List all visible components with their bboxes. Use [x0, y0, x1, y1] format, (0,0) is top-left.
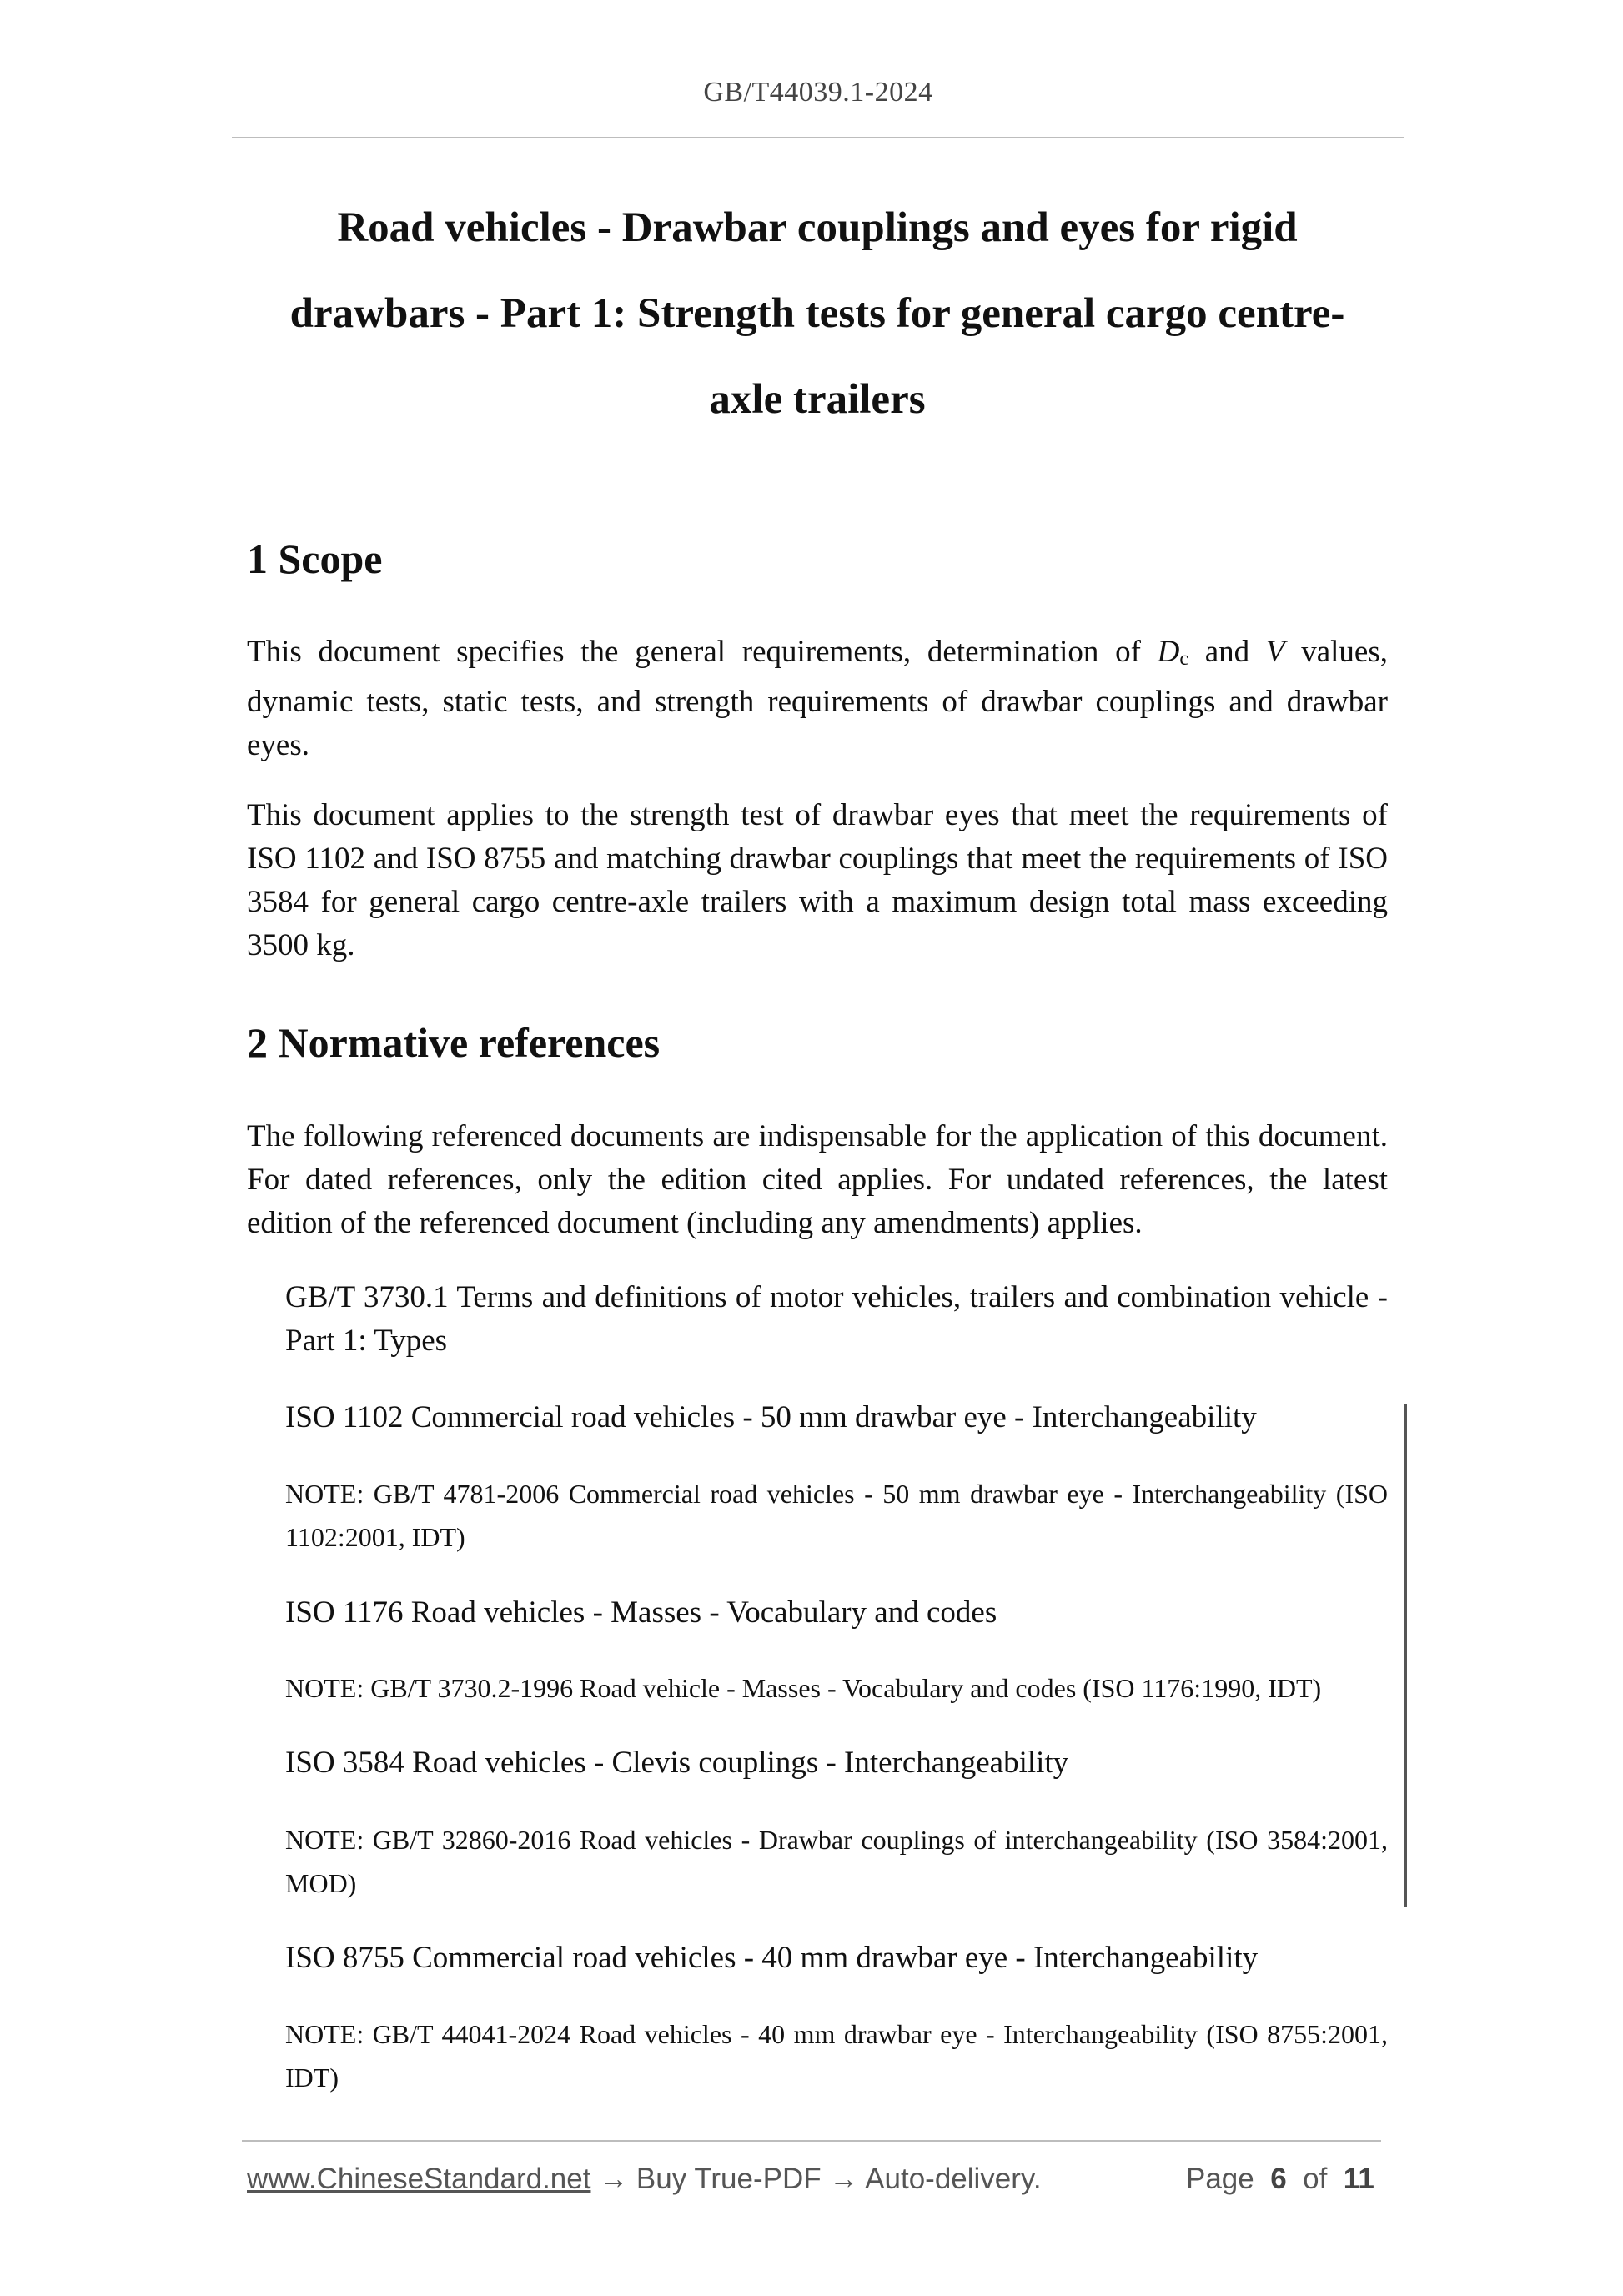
- page-word: Page: [1186, 2163, 1254, 2195]
- current-page-number: 6: [1270, 2163, 1287, 2195]
- footer-promo-text: → Buy True-PDF → Auto-delivery.: [590, 2163, 1042, 2195]
- footer-promo: [247, 2160, 1042, 2198]
- title-line-3: axle trailers: [709, 376, 926, 423]
- scope-text-end: values, dynamic tests, static tests, and strength requirements of drawbar couplings and drawbar eyes.: [247, 635, 1388, 762]
- dc-symbol: D: [1157, 635, 1180, 669]
- reference-gbt-3730-1: GB/T 3730.1 Terms and definitions of motor vehicles, trailers and combination vehicle - Part 1: Types: [285, 1280, 1388, 1358]
- website-link[interactable]: www.ChineseStandard.net: [247, 2163, 591, 2195]
- document-title: [234, 185, 1401, 443]
- reference-iso-3584: ISO 3584 Road vehicles - Clevis couplings - Interchangeability: [285, 1746, 1069, 1780]
- total-pages-number: 11: [1343, 2163, 1374, 2195]
- note-iso-1176: NOTE: GB/T 3730.2-1996 Road vehicle - Masses - Vocabulary and codes (ISO 1176:1990, IDT): [285, 1673, 1322, 1703]
- header-divider: [232, 137, 1404, 138]
- scope-text-start: This document specifies the general requirements, determination of: [247, 635, 1158, 669]
- scope-paragraph-2: This document applies to the strength test of drawbar eyes that meet the requirements of ISO 1102 and ISO 8755 and matching drawbar couplings that meet the requirements of ISO 3584 for general cargo centre-axle trailers with a maximum design total mass exceeding 3500 kg.: [247, 798, 1388, 962]
- title-line-2: drawbars - Part 1: Strength tests for general cargo centre-: [289, 290, 1345, 337]
- normative-intro-paragraph: The following referenced documents are indispensable for the application of this document. For dated references, only the edition cited applies. For undated references, the latest edition of the referenced document (including any amendments) applies.: [247, 1119, 1388, 1240]
- note-iso-1102: NOTE: GB/T 4781-2006 Commercial road vehicles - 50 mm drawbar eye - Interchangeability (ISO 1102:2001, IDT): [285, 1479, 1388, 1552]
- v-symbol: V: [1265, 635, 1285, 669]
- of-word: of: [1303, 2163, 1328, 2195]
- revision-change-bar: [1404, 1404, 1407, 1907]
- section-heading-normative-references: 2 Normative references: [247, 1019, 661, 1066]
- running-header: GB/T44039.1-2024: [703, 77, 933, 108]
- footer-divider: [242, 2140, 1381, 2142]
- section-heading-scope: 1 Scope: [247, 535, 383, 582]
- scope-paragraph-1: [247, 631, 1388, 767]
- dc-subscript: c: [1179, 648, 1189, 670]
- scope-text-and: and: [1188, 635, 1266, 669]
- reference-iso-8755: ISO 8755 Commercial road vehicles - 40 mm drawbar eye - Interchangeability: [285, 1941, 1259, 1975]
- note-iso-3584: NOTE: GB/T 32860-2016 Road vehicles - Drawbar couplings of interchangeability (ISO 3584:2001, MOD): [285, 1825, 1388, 1898]
- page-indicator: [1186, 2160, 1374, 2198]
- note-iso-8755: NOTE: GB/T 44041-2024 Road vehicles - 40 mm drawbar eye - Interchangeability (ISO 8755:2001, IDT): [285, 2019, 1388, 2093]
- title-line-1: Road vehicles - Drawbar couplings and eyes for rigid: [337, 204, 1298, 251]
- reference-iso-1102: ISO 1102 Commercial road vehicles - 50 mm drawbar eye - Interchangeability: [285, 1400, 1257, 1434]
- reference-iso-1176: ISO 1176 Road vehicles - Masses - Vocabulary and codes: [285, 1595, 997, 1630]
